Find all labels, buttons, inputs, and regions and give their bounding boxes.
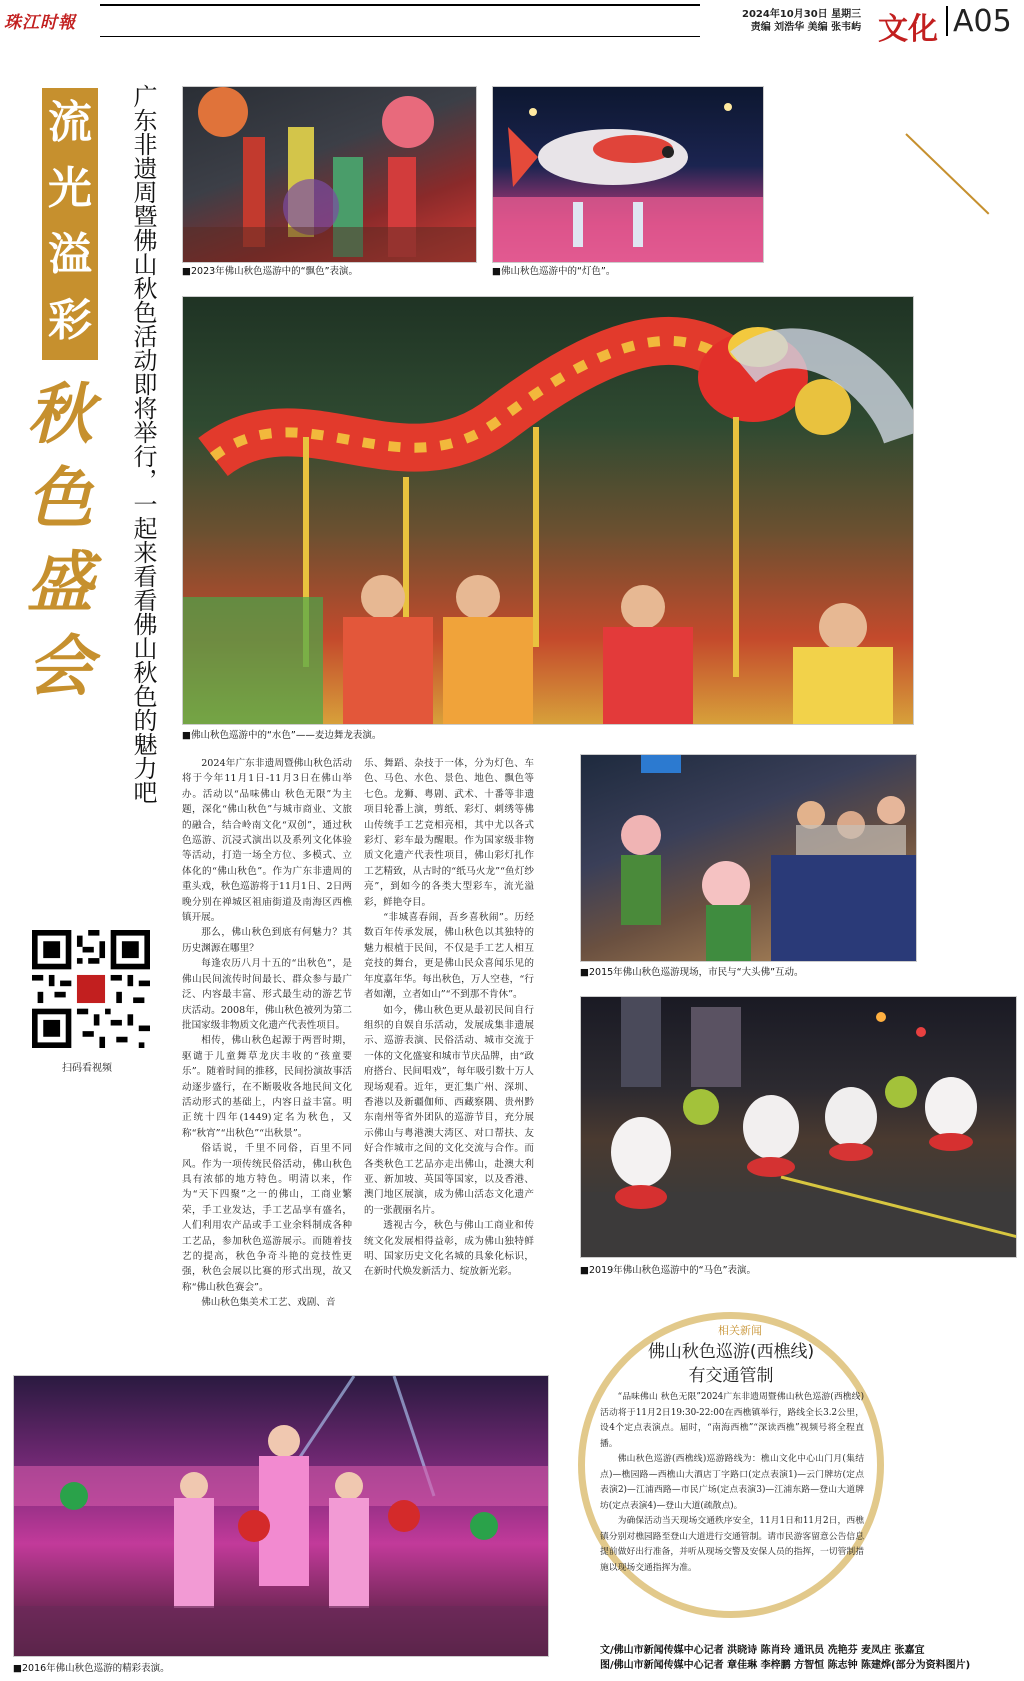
newspaper-logo: 珠江时報 [4,13,76,33]
related-news-tag: 相关新闻 [718,1324,762,1337]
article-paragraph: 佛山秋色集美术工艺、戏剧、音 [201,1297,336,1309]
photo-2016-performance [13,1375,549,1657]
issue-date: 2024年10月30日 星期三 [742,9,862,20]
related-paragraph: 佛山秋色巡游(西樵线)巡游路线为：樵山文化中心山门月(集结点)—樵园路—西樵山大酒店丁字路口(定点表演1)—云门牌坊(定点表演2)—江浦西路—市民广场(定点表演3)—江浦东路—登山大道牌坊(定点表演4)—登山大道(疏散点)。 [600,1454,864,1511]
article-credits [600,1643,970,1673]
photo-credit: 图/佛山市新闻传媒中心记者 章佳琳 李梓鹏 方智恒 陈志钟 陈建烨(部分为资料图片) [600,1660,971,1671]
subheadline: 广东非遗周暨佛山秋色活动即将举行，一起来看看佛山秋色的魅力吧 [129,84,157,804]
masthead-rule [100,36,700,37]
article-paragraph: 俗话说，千里不同俗，百里不同风。作为一项传统民俗活动，佛山秋色具有浓郁的地方特色。明清以来，作为“天下四聚”之一的佛山，工商业繁荣，手工业发达，手工艺品享有盛名，人们利用农产品或手工业余料制成各种工艺品，参加秋色巡游展示。而随着技艺的提高，秋色争奇斗艳的竞技性更强，秋色会展以比赛的形式出现，故又称“佛山秋色赛会”。 [182,1143,352,1293]
headline: 秋色盛会 [27,375,93,705]
photo-horse-performance [580,996,1017,1258]
masthead-divider [946,6,948,36]
caption-1: ■2023年佛山秋色巡游中的“飘色”表演。 [182,266,358,277]
article-paragraph: “非城喜春闹，吾乡喜秋闹”。历经数百年传承发展，佛山秋色以其独特的魅力根植于民间，不仅是手工艺人相互竞技的舞台，更是佛山民众喜闻乐见的年度嘉年华。每出秋色，万人空巷，“行者如潮，立者如山”“不到那不肯休”。 [364,912,534,1001]
article-paragraph: 那么，佛山秋色到底有何魅力？其历史渊源在哪里？ [182,927,352,954]
photo-dengse-art [493,87,764,263]
photo-dragon-dance [182,296,914,725]
related-title-line: 有交通管制 [688,1366,774,1386]
related-paragraph: 为确保活动当天现场交通秩序安全，11月1日和11月2日，西樵镇分别对樵园路至登山大道进行交通管制。请市民游客留意公告信息提前做好出行准备，并听从现场交警及安保人员的指挥，一切管制措施以现场交通指挥为准。 [600,1516,864,1573]
photo-buddha-art [581,755,917,962]
related-news-body [600,1390,864,1576]
text-credit: 文/佛山市新闻传媒中心记者 洪晓诗 陈肖玲 通讯员 冼艳芬 麦凤庄 张嘉宜 [600,1645,925,1656]
caption-5: ■2019年佛山秋色巡游中的“马色”表演。 [580,1265,756,1276]
caption-6: ■2016年佛山秋色巡游的精彩表演。 [13,1663,170,1674]
article-paragraph: 如今，佛山秋色更从最初民间自行组织的自娱自乐活动，发展成集非遗展示、巡游表演、民俗活动、城市交流于一体的文化盛宴和城市节庆品牌，由“政府搭台、民间唱戏”，每年吸引数十万人现场观看。近年，更汇集广州、深圳、香港以及新疆伽师、西藏察隅、贵州黔东南州等省外团队的巡游节目，充分展示佛山与粤港澳大湾区、对口帮扶、友好合作城市之间的文化交流与合作。而各类秋色工艺品亦走出佛山，赴澳大利亚、新加坡、英国等国家，以及香港、澳门地区展演，成为佛山活态文化遗产的一张靓丽名片。 [364,1004,534,1216]
editors: 责编 刘浩华 美编 张韦屿 [750,22,862,33]
qr-code[interactable] [32,930,150,1048]
photo-piaose-art [183,87,477,263]
page-number: A05 [953,4,1012,39]
headline-box: 流光溢彩 [42,88,98,360]
section-name: 文化 [878,12,938,47]
article-paragraph: 透视古今，秋色与佛山工商业和传统文化发展相得益彰，成为佛山独特鲜明、国家历史文化名城的具象化标识，在新时代焕发新活力、绽放新光彩。 [364,1220,534,1278]
article-paragraph: 乐、舞蹈、杂技于一体，分为灯色、车色、马色、水色、景色、地色、飘色等七色。龙狮、粤剧、武术、十番等非遗项目轮番上演，剪纸、彩灯、刺绣等佛山传统手工艺竞相亮相，其中尤以各式彩灯、彩车最为醒眼。作为国家级非物质文化遗产代表性项目，佛山彩灯扎作工艺精致，从古时的“纸马火龙”“鱼灯纱亮”，到如今的各类大型彩车，流光溢彩，鲜艳夺目。 [364,758,534,908]
photo-2016-art [14,1376,549,1657]
photo-big-head-buddha [580,754,917,962]
related-paragraph: “品味佛山 秋色无限”2024广东非遗周暨佛山秋色巡游(西樵线)活动将于11月2日19:30-22:00在西樵镇举行，路线全长3.2公里，设4个定点表演点。届时，“南海西樵”“深读西樵”视频号将全程直播。 [600,1392,864,1449]
decorative-line [905,133,989,214]
qr-code-icon [32,930,150,1048]
qr-caption: 扫码看视频 [62,1063,112,1074]
article-paragraph: 每逢农历八月十五的“出秋色”，是佛山民间流传时间最长、群众参与最广泛、内容最丰富、形式最生动的游艺节庆活动。2008年，佛山秋色被列为第二批国家级非物质文化遗产代表性项目。 [182,958,352,1031]
article-paragraph: 相传，佛山秋色起源于两晋时期，驱谴于儿童舞草龙庆丰收的“孩童要乐”。随着时间的推移，民间扮演故事活动逐步盛行，在不断吸收各地民间文化活动形式的基础上，内容日益丰富。明正统十四年(1449)定名为秋色，又称“秋宵”“出秋色”“出秋景”。 [182,1035,352,1139]
related-news-title [606,1340,856,1388]
masthead-info [742,8,861,34]
photo-dragon-art [183,297,914,725]
masthead-rule [100,4,700,6]
caption-4: ■2015年佛山秋色巡游现场，市民与“大头佛”互动。 [580,967,804,978]
photo-piaose [182,86,477,263]
article-column-1 [182,756,352,1311]
photo-horse-art [581,997,1017,1258]
caption-3: ■佛山秋色巡游中的“水色”——麦边舞龙表演。 [182,730,382,741]
related-title-line: 佛山秋色巡游(西樵线) [647,1342,815,1362]
caption-2: ■佛山秋色巡游中的“灯色”。 [492,266,616,277]
photo-dengse [492,86,764,263]
article-column-2 [364,756,534,1280]
article-paragraph: 2024年广东非遗周暨佛山秋色活动将于今年11月1日-11月3日在佛山举办。活动以“品味佛山 秋色无限”为主题，深化“佛山秋色”与城市商业、文旅的融合，结合岭南文化“双创”，通过秋色巡游、沉浸式演出以及系列文化体验等活动，打造一场全方位、多模式、立体化的“佛山秋色”。作为广东非遗周的重头戏，秋色巡游将于11月1日、2日两晚分别在禅城区祖庙街道及南海区西樵镇开展。 [182,758,352,924]
